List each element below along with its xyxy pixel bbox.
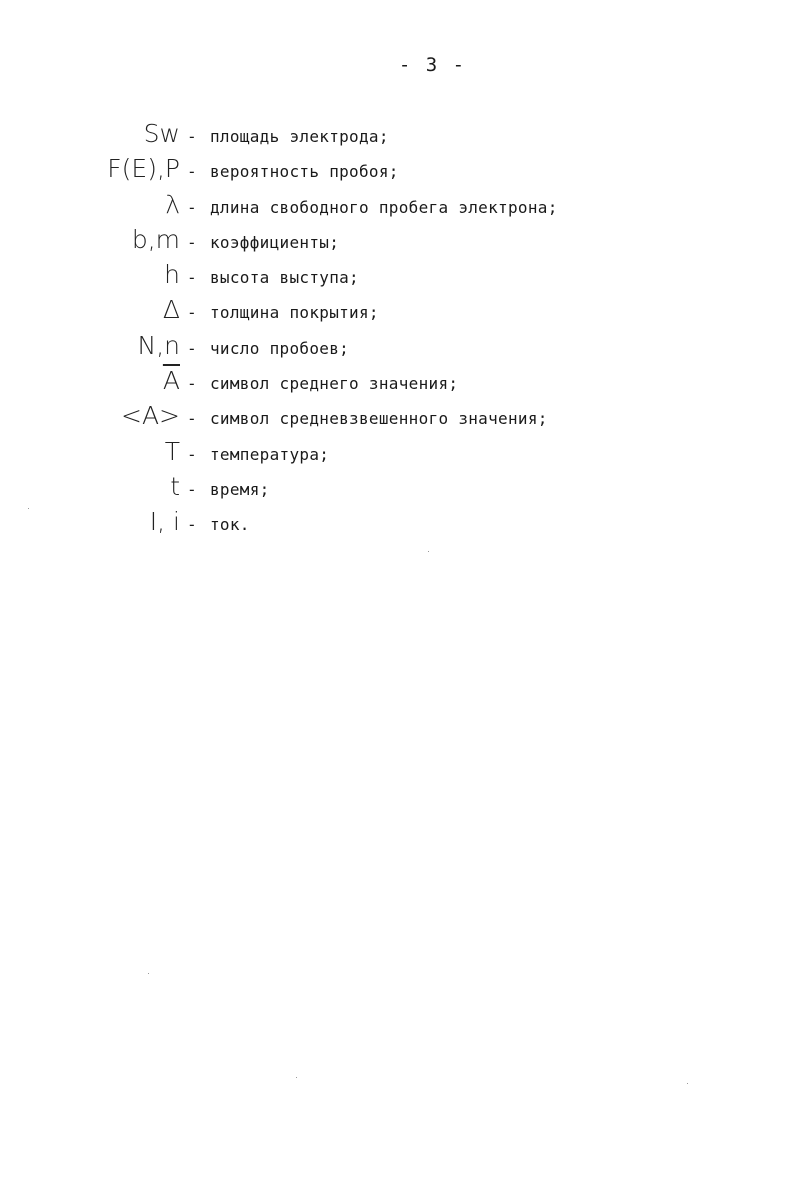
notation-description: символ среднего значения; bbox=[210, 374, 459, 394]
notation-description: толщина покрытия; bbox=[210, 303, 379, 323]
scan-speck bbox=[687, 1083, 688, 1084]
notation-row bbox=[0, 400, 795, 435]
notation-symbol: <A> bbox=[121, 401, 180, 431]
notation-list bbox=[0, 118, 795, 542]
notation-row bbox=[0, 506, 795, 541]
notation-dash: - bbox=[187, 409, 197, 429]
notation-row bbox=[0, 365, 795, 400]
notation-description: ток. bbox=[210, 515, 250, 535]
notation-symbol: F(E),P bbox=[107, 154, 180, 184]
notation-row bbox=[0, 436, 795, 471]
notation-dash: - bbox=[187, 197, 197, 217]
notation-row bbox=[0, 118, 795, 153]
notation-description: температура; bbox=[210, 444, 330, 464]
notation-dash: - bbox=[187, 268, 197, 288]
notation-symbol: T bbox=[164, 436, 180, 466]
notation-symbol: t bbox=[170, 471, 180, 501]
notation-symbol: N,n bbox=[137, 330, 180, 360]
notation-description: число пробоев; bbox=[210, 338, 350, 358]
notation-symbol: Δ bbox=[162, 295, 180, 325]
notation-description: время; bbox=[210, 479, 270, 499]
notation-symbol: λ bbox=[165, 189, 180, 219]
page-number: - 3 - bbox=[398, 54, 467, 76]
notation-description: символ средневзвешенного значения; bbox=[210, 409, 548, 429]
notation-description: высота выступа; bbox=[210, 268, 359, 288]
notation-symbol: Sw bbox=[143, 119, 180, 148]
notation-description: площадь электрода; bbox=[210, 127, 389, 146]
notation-dash: - bbox=[187, 127, 197, 146]
notation-row bbox=[0, 259, 795, 294]
notation-dash: - bbox=[187, 338, 197, 358]
notation-dash: - bbox=[187, 444, 197, 464]
notation-dash: - bbox=[187, 303, 197, 323]
notation-symbol: h bbox=[164, 260, 180, 290]
notation-symbol: b,m bbox=[131, 224, 180, 254]
scan-speck bbox=[28, 508, 29, 509]
notation-row bbox=[0, 330, 795, 365]
notation-description: длина свободного пробега электрона; bbox=[210, 197, 558, 217]
notation-dash: - bbox=[187, 515, 197, 535]
notation-row bbox=[0, 224, 795, 259]
notation-dash: - bbox=[187, 162, 197, 182]
notation-dash: - bbox=[187, 232, 197, 252]
notation-dash: - bbox=[187, 374, 197, 394]
notation-row bbox=[0, 189, 795, 224]
scan-speck bbox=[428, 551, 429, 552]
notation-symbol: I, i bbox=[149, 507, 180, 537]
notation-row bbox=[0, 153, 795, 188]
notation-row bbox=[0, 294, 795, 329]
scan-speck bbox=[296, 1077, 297, 1078]
notation-description: вероятность пробоя; bbox=[210, 162, 399, 182]
notation-description: коэффициенты; bbox=[210, 232, 340, 252]
notation-symbol: $\overline{A}$ bbox=[162, 366, 180, 396]
scan-speck bbox=[148, 973, 149, 974]
notation-dash: - bbox=[187, 479, 197, 499]
notation-row bbox=[0, 471, 795, 506]
